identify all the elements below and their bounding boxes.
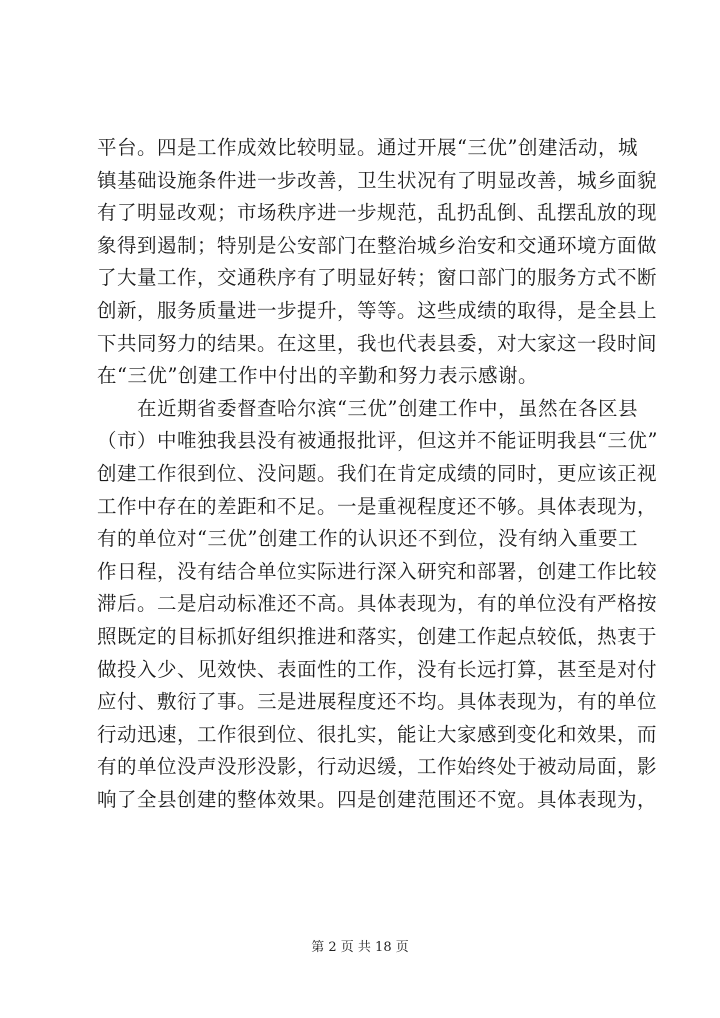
text-line-5: 了大量工作，交通秩序有了明显好转；窗口部门的服务方式不断 (97, 266, 658, 290)
text-line-17: 做投入少、见效快、表面性的工作，没有长远打算，甚至是对付 (97, 657, 658, 681)
text-line-21: 响了全县创建的整体效果。四是创建范围还不宽。具体表现为， (97, 787, 658, 811)
page-number-footer: 第 2 页 共 18 页 (311, 940, 409, 955)
text-line-8: 在“三优”创建工作中付出的辛勤和努力表示感谢。 (97, 364, 538, 388)
text-line-15: 滞后。二是启动标准还不高。具体表现为，有的单位没有严格按 (97, 592, 658, 616)
text-line-16: 照既定的目标抓好组织推进和落实，创建工作起点较低，热衷于 (97, 624, 658, 648)
body-text (97, 132, 658, 816)
text-line-6: 创新，服务质量进一步提升，等等。这些成绩的取得，是全县上 (97, 298, 658, 322)
text-line-3: 有了明显改观；市场秩序进一步规范，乱扔乱倒、乱摆乱放的现 (97, 201, 658, 225)
text-line-4: 象得到遏制；特别是公安部门在整治城乡治安和交通环境方面做 (97, 233, 658, 257)
text-line-7: 下共同努力的结果。在这里，我也代表县委，对大家这一段时间 (97, 331, 658, 355)
text-line-9: 在近期省委督查哈尔滨“三优”创建工作中，虽然在各区县 (97, 396, 638, 420)
text-line-2: 镇基础设施条件进一步改善，卫生状况有了明显改善，城乡面貌 (97, 168, 658, 192)
text-line-13: 有的单位对“三优”创建工作的认识还不到位，没有纳入重要工 (97, 527, 638, 551)
text-line-19: 行动迅速，工作很到位、很扎实，能让大家感到变化和效果，而 (97, 722, 658, 746)
text-line-20: 有的单位没声没形没影，行动迟缓，工作始终处于被动局面，影 (97, 755, 658, 779)
text-line-11: 创建工作很到位、没问题。我们在肯定成绩的同时，更应该正视 (97, 461, 658, 485)
text-line-1: 平台。四是工作成效比较明显。通过开展“三优”创建活动，城 (97, 136, 638, 159)
text-line-10: （市）中唯独我县没有被通报批评，但这并不能证明我县“三优” (97, 429, 658, 453)
text-line-18: 应付、敷衍了事。三是进展程度还不均。具体表现为，有的单位 (97, 690, 658, 714)
text-line-12: 工作中存在的差距和不足。一是重视程度还不够。具体表现为， (97, 494, 658, 518)
text-line-14: 作日程，没有结合单位实际进行深入研究和部署，创建工作比较 (97, 559, 658, 583)
